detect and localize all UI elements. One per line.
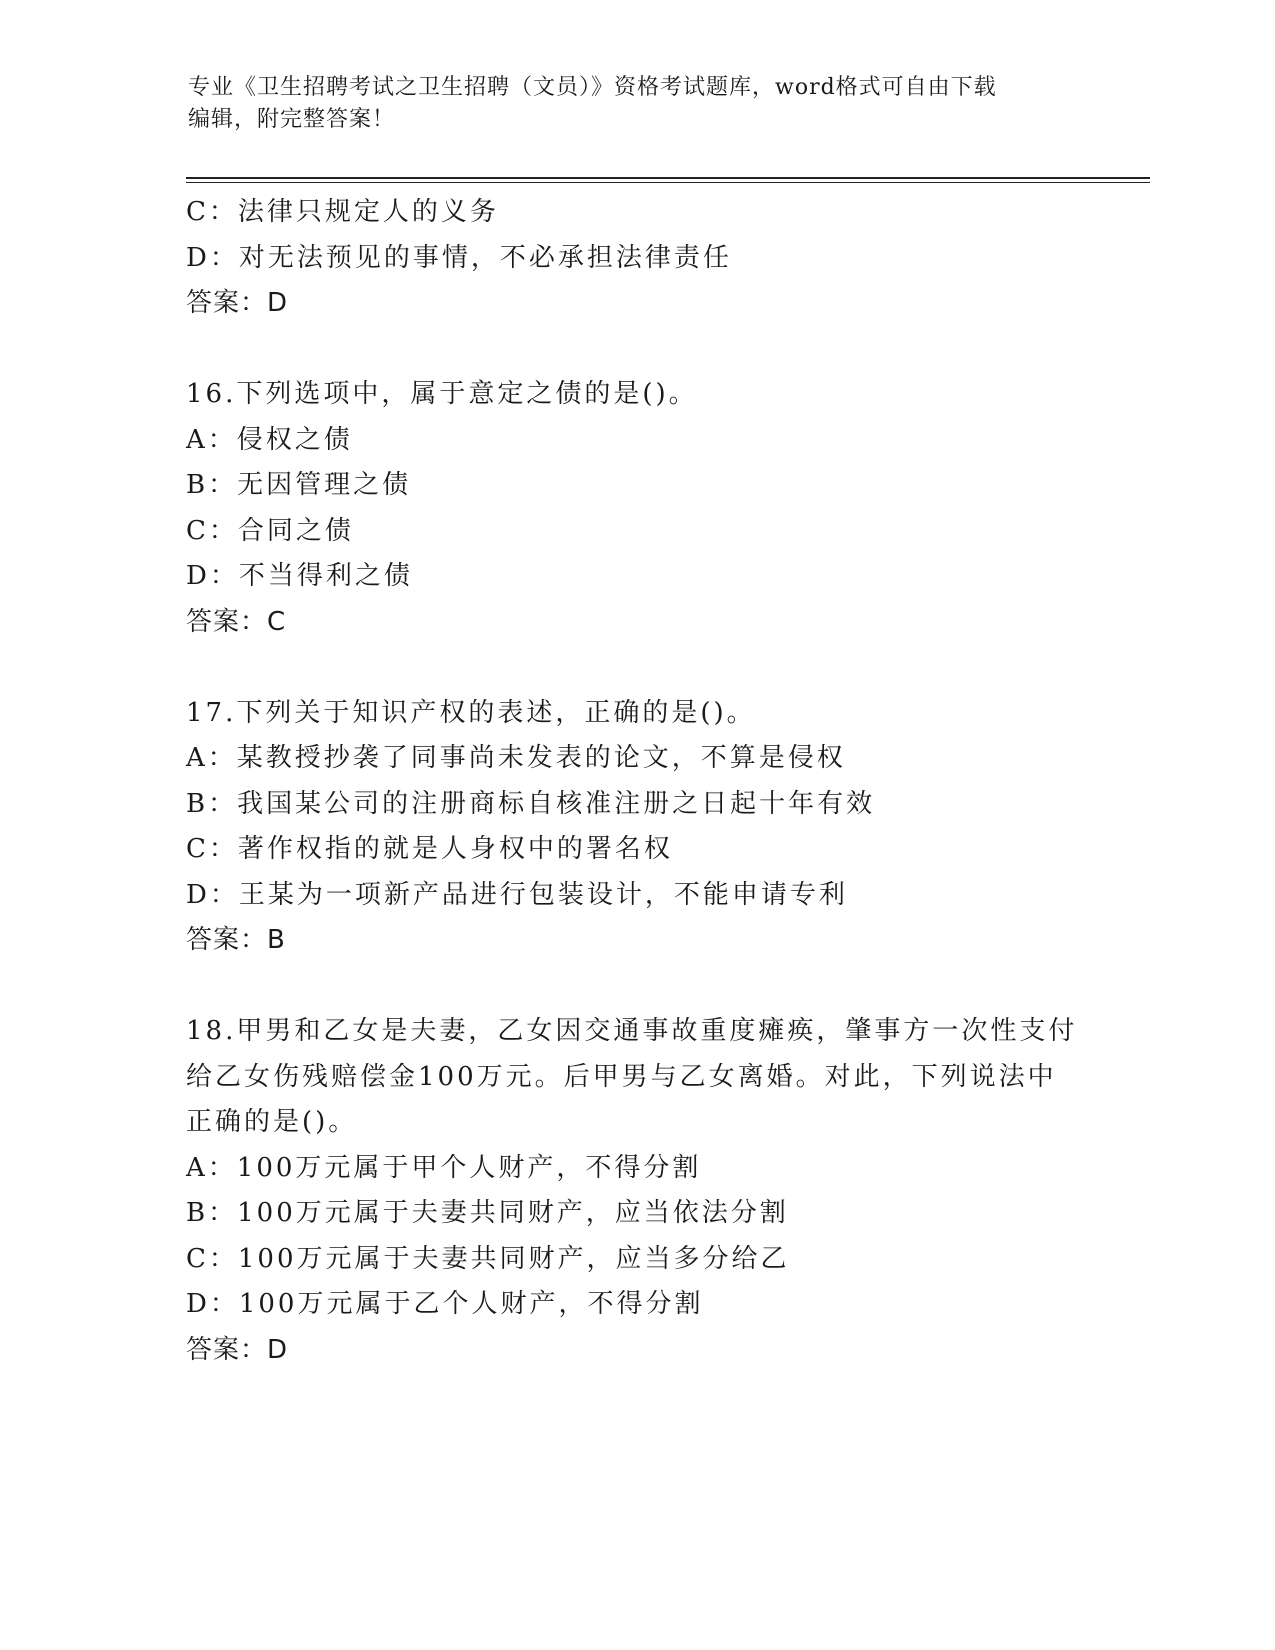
option-a: A：侵权之债 [186,424,353,455]
answer-line: 答案：B [186,925,286,955]
option-b: B：100万元属于夫妻共同财产，应当依法分割 [186,1198,789,1228]
question-stem: 17.下列关于知识产权的表述，正确的是()。 [186,697,756,728]
option-b: B：我国某公司的注册商标自核准注册之日起十年有效 [186,788,876,819]
option-c: C：100万元属于夫妻共同财产，应当多分给乙 [186,1243,790,1274]
spacer [186,327,1086,373]
option-d: D：100万元属于乙个人财产，不得分割 [186,1289,704,1319]
question-stem: 16.下列选项中，属于意定之债的是()。 [186,379,698,409]
question-18 [186,1009,1086,1373]
option-d: D：不当得利之债 [186,561,413,591]
question-stem-line-1: 18.甲男和乙女是夫妻，乙女因交通事故重度瘫痪，肇事方一次性支付 [186,1016,1078,1046]
question-17 [186,691,1086,964]
answer-line: 答案：D [186,1334,289,1365]
header-line-2: 编辑，附完整答案！ [188,107,396,132]
question-stem-line-3: 正确的是()。 [186,1107,358,1137]
question-15-tail [186,190,1086,327]
spacer [186,645,1086,691]
document-header [188,72,1068,136]
question-16 [186,372,1086,645]
header-divider-thick [186,177,1150,179]
answer-line: 答案：C [186,606,287,637]
option-c: C：法律只规定人的义务 [186,197,499,227]
question-list [186,190,1086,1373]
question-stem-line-2: 给乙女伤残赔偿金100万元。后甲男与乙女离婚。对此，下列说法中 [186,1061,1057,1092]
option-a: A：某教授抄袭了同事尚未发表的论文，不算是侵权 [186,743,846,773]
answer-line: 答案：D [186,288,289,318]
option-d: D：王某为一项新产品进行包装设计，不能申请专利 [186,879,848,910]
spacer [186,964,1086,1010]
option-b: B：无因管理之债 [186,470,412,500]
option-c: C：合同之债 [186,515,354,546]
option-a: A：100万元属于甲个人财产，不得分割 [186,1152,702,1183]
option-c: C：著作权指的就是人身权中的署名权 [186,834,673,864]
header-divider-thin [186,182,1150,183]
option-d: D：对无法预见的事情，不必承担法律责任 [186,242,732,273]
header-line-1: 专业《卫生招聘考试之卫生招聘（文员）》资格考试题库，word格式可自由下载 [188,75,997,100]
